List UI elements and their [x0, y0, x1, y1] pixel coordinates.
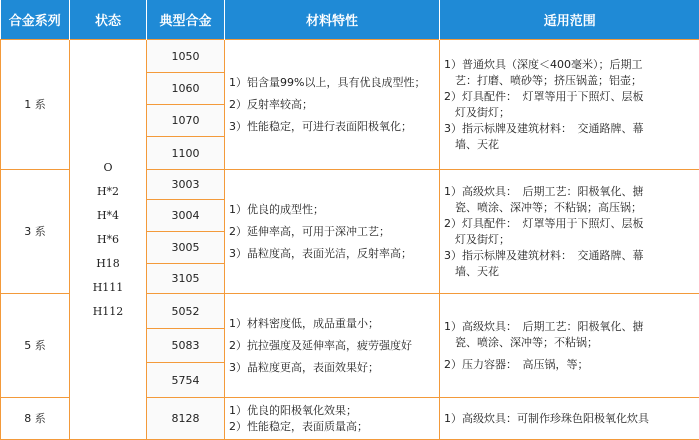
alloy-cell: 3105	[147, 264, 225, 294]
alloy-cell: 3003	[147, 170, 225, 200]
applications-cell	[440, 170, 699, 294]
application-line: 2）压力容器： 高压锅，等；	[444, 357, 699, 373]
application-line: 墙、天花	[444, 137, 699, 153]
application-line: 瓷、喷涂、深冲等；不粘锅；	[444, 335, 699, 351]
application-line: 墙、天花	[444, 264, 699, 280]
header-alloy: 典型合金	[147, 0, 225, 40]
property-line: 2）抗拉强度及延伸率高，疲劳强度好	[229, 338, 439, 354]
application-line: 灯及街灯；	[444, 232, 699, 248]
application-line: 灯及街灯；	[444, 105, 699, 121]
applications-cell	[440, 398, 699, 440]
alloy-cell: 5052	[147, 294, 225, 329]
alloy-cell: 5083	[147, 329, 225, 363]
applications-cell	[440, 40, 699, 170]
alloy-cell: 3004	[147, 200, 225, 232]
property-line: 1）优良的成型性；	[229, 202, 439, 218]
series-cell: 5 系	[1, 294, 70, 398]
alloy-cell: 1060	[147, 73, 225, 105]
application-line: 艺：打磨、喷砂等；挤压锅盖；铝壶；	[444, 73, 699, 89]
header-row	[1, 0, 699, 40]
property-line: 2）性能稳定，表面质量高；	[229, 419, 439, 435]
property-line: 2）反射率较高；	[229, 97, 439, 113]
application-line: 2）灯具配件： 灯罩等用于下照灯、层板	[444, 89, 699, 105]
alloy-cell: 5754	[147, 363, 225, 398]
property-line: 1）优良的阳极氧化效果；	[229, 403, 439, 419]
header-state: 状态	[70, 0, 147, 40]
state-item: H112	[70, 300, 146, 324]
table-row	[1, 40, 699, 73]
application-line: 瓷、喷涂、深冲等；不粘锅；高压锅；	[444, 200, 699, 216]
header-applications: 适用范围	[440, 0, 699, 40]
state-cell	[70, 40, 147, 440]
property-line: 3）晶粒度更高，表面效果好；	[229, 360, 439, 376]
properties-cell	[225, 170, 440, 294]
state-item: H*4	[70, 204, 146, 228]
series-cell: 8 系	[1, 398, 70, 440]
application-line: 1）高级炊具： 后期工艺：阳极氧化、搪	[444, 184, 699, 200]
property-line: 1）铝含量99%以上，具有优良成型性；	[229, 75, 439, 91]
properties-cell	[225, 398, 440, 440]
property-line: 3）晶粒度高，表面光洁，反射率高；	[229, 246, 439, 262]
state-item: H111	[70, 276, 146, 300]
state-item: H*6	[70, 228, 146, 252]
application-line: 2）灯具配件： 灯罩等用于下照灯、层板	[444, 216, 699, 232]
series-cell: 1 系	[1, 40, 70, 170]
property-line: 3）性能稳定，可进行表面阳极氧化；	[229, 119, 439, 135]
property-line: 1）材料密度低，成品重量小；	[229, 316, 439, 332]
alloy-cell: 3005	[147, 232, 225, 264]
application-line: 3）指示标牌及建筑材料： 交通路牌、幕	[444, 121, 699, 137]
applications-cell	[440, 294, 699, 398]
state-item: H*2	[70, 180, 146, 204]
alloy-cell: 8128	[147, 398, 225, 440]
header-properties: 材料特性	[225, 0, 440, 40]
application-line: 1）普通炊具（深度＜400毫米）；后期工	[444, 57, 699, 73]
alloy-cell: 1070	[147, 105, 225, 137]
alloy-cell: 1100	[147, 137, 225, 170]
state-item: O	[70, 156, 146, 180]
properties-cell	[225, 294, 440, 398]
series-cell: 3 系	[1, 170, 70, 294]
state-item: H18	[70, 252, 146, 276]
application-line: 1）高级炊具： 后期工艺：阳极氧化、搪	[444, 319, 699, 335]
properties-cell	[225, 40, 440, 170]
application-line: 1）高级炊具：可制作珍珠色阳极氧化炊具	[444, 411, 699, 427]
application-line: 3）指示标牌及建筑材料： 交通路牌、幕	[444, 248, 699, 264]
alloy-cell: 1050	[147, 40, 225, 73]
header-series: 合金系列	[1, 0, 70, 40]
property-line: 2）延伸率高，可用于深冲工艺；	[229, 224, 439, 240]
